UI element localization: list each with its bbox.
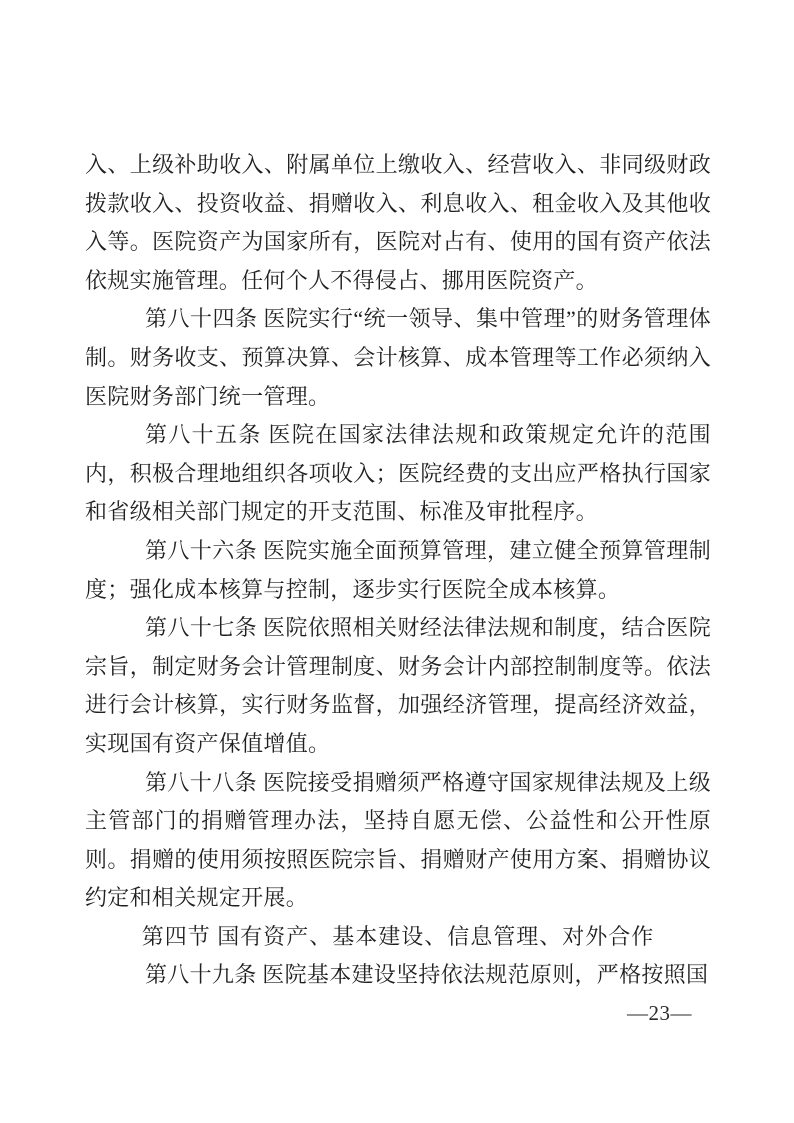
- paragraph-article-85: 第八十五条 医院在国家法律法规和政策规定允许的范围内，积极合理地组织各项收入；医院经费的支出应严格执行国家和省级相关部门规定的开支范围、标准及审批程序。: [85, 422, 711, 525]
- section-heading: 第四节 国有资产、基本建设、信息管理、对外合作: [141, 923, 655, 949]
- paragraph-continuation: 入、上级补助收入、附属单位上缴收入、经营收入、非同级财政拨款收入、投资收益、捐赠收入、利息收入、租金收入及其他收入等。医院资产为国家所有，医院对占有、使用的国有资产依法依规实施管理。任何个人不得侵占、挪用医院资产。: [85, 152, 711, 293]
- paragraph-article-87: 第八十七条 医院依照相关财经法律法规和制度，结合医院宗旨，制定财务会计管理制度、财务会计内部控制制度等。依法进行会计核算，实行财务监督，加强经济管理，提高经济效益，实现国有资产保值增值。: [85, 615, 711, 756]
- document-text-block: [85, 146, 711, 995]
- paragraph-article-89: 第八十九条 医院基本建设坚持依法规范原则，严格按照国: [145, 962, 709, 988]
- paragraph-article-84: 第八十四条 医院实行“统一领导、集中管理”的财务管理体制。财务收支、预算决算、会计核算、成本管理等工作必须纳入医院财务部门统一管理。: [85, 306, 711, 409]
- paragraph-article-86: 第八十六条 医院实施全面预算管理，建立健全预算管理制度；强化成本核算与控制，逐步实行医院全成本核算。: [85, 537, 711, 602]
- page-number: —23—: [627, 1001, 692, 1025]
- paragraph-article-88: 第八十八条 医院接受捐赠须严格遵守国家规律法规及上级主管部门的捐赠管理办法，坚持自愿无偿、公益性和公开性原则。捐赠的使用须按照医院宗旨、捐赠财产使用方案、捐赠协议约定和相关规定开展。: [85, 769, 711, 911]
